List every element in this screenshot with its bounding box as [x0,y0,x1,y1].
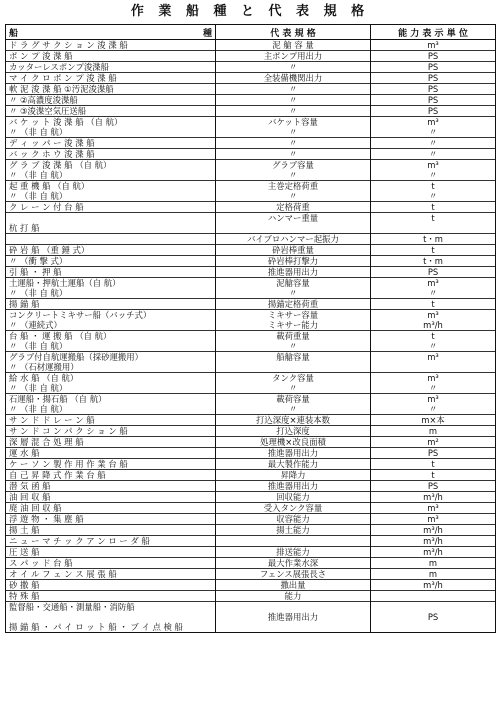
ship-type-cell [6,612,216,622]
capacity-unit-cell: t・m [371,234,496,245]
capacity-unit-cell: m³/h [371,492,496,503]
ship-type-cell: ポ ン プ 浚 渫 船 [6,51,216,62]
ship-type-cell: 〃 （非 自 航） [6,191,216,202]
representative-spec-cell: 〃 [216,149,371,160]
capacity-unit-cell: m³ [371,278,496,289]
capacity-unit-cell: 〃 [371,341,496,352]
ship-type-cell: 石運船・揚石船 （自 航） [6,394,216,405]
capacity-unit-cell: PS [371,95,496,106]
capacity-unit-cell: PS [371,62,496,73]
representative-spec-cell: 砕岩棒打撃力 [216,256,371,267]
representative-spec-cell: 〃 [216,404,371,415]
capacity-unit-cell [371,622,496,633]
ship-type-cell: 〃 ③浚渫空気圧送船 [6,106,216,117]
representative-spec-cell: 撒出量 [216,580,371,591]
table-row [6,525,496,536]
capacity-unit-cell: m×本 [371,415,496,426]
representative-spec-cell: フェンス展張長さ [216,569,371,580]
capacity-unit-cell: PS [371,267,496,278]
capacity-unit-cell: m³ [371,40,496,51]
representative-spec-cell: 全装備機関出力 [216,73,371,84]
ship-type-cell: 〃 （非 自 航） [6,341,216,352]
table-row [6,426,496,437]
capacity-unit-cell: 〃 [371,127,496,138]
representative-spec-cell: 推進器用出力 [216,448,371,459]
table-row [6,591,496,602]
table-row [6,170,496,181]
representative-spec-cell: 載荷容量 [216,394,371,405]
table-row [6,278,496,289]
ship-type-cell: 台 船 ・ 運 搬 船 （自 航） [6,331,216,342]
header-ship-type-right: 種 [202,28,212,39]
representative-spec-cell: ミキサー能力 [216,320,371,331]
representative-spec-cell: 揚土能力 [216,525,371,536]
table-row [6,106,496,117]
capacity-unit-cell: m³/h [371,547,496,558]
header-capacity-unit: 能 力 表 示 単 位 [371,25,496,40]
table-row [6,138,496,149]
capacity-unit-cell: 〃 [371,383,496,394]
table-row [6,127,496,138]
table-row [6,394,496,405]
table-row [6,310,496,321]
capacity-unit-cell: m² [371,437,496,448]
capacity-unit-cell: m³ [371,160,496,171]
table-row [6,320,496,331]
capacity-unit-cell: m³ [371,310,496,321]
ship-type-cell: マ イ ク ロ ポ ン プ 浚 渫 船 [6,73,216,84]
representative-spec-cell: 〃 [216,341,371,352]
table-row [6,256,496,267]
table-row [6,299,496,310]
representative-spec-cell: 〃 [216,84,371,95]
table-row [6,547,496,558]
ship-type-cell: バ ッ ク ホ ウ 浚 渫 船 [6,149,216,160]
ship-type-cell: サ ン ド コ ン パ ク シ ョ ン 船 [6,426,216,437]
representative-spec-cell: 最大製作能力 [216,459,371,470]
ship-type-cell: 砂 撒 船 [6,580,216,591]
table-row [6,580,496,591]
capacity-unit-cell: 〃 [371,288,496,299]
ship-type-cell: 潜 気 函 船 [6,481,216,492]
table-row [6,492,496,503]
ship-type-cell: ニ ュ ー マ チ ッ ク ア ン ロ ー ダ 船 [6,536,216,547]
ship-type-cell: 砕 岩 船 （重 錘 式） [6,245,216,256]
representative-spec-cell: ハンマー重量 [216,213,371,224]
ship-type-cell: 揚 錨 船 ・ パ イ ロ ッ ト 船 ・ ブ イ 点 検 船 [6,622,216,633]
representative-spec-cell: 砕岩棒重量 [216,245,371,256]
table-row [6,470,496,481]
representative-spec-cell: 昇降力 [216,470,371,481]
table-row [6,223,496,234]
representative-spec-cell: 〃 [216,106,371,117]
representative-spec-cell: 収容能力 [216,514,371,525]
header-ship-type [6,25,216,40]
table-row [6,362,496,373]
table-row [6,415,496,426]
table-row [6,84,496,95]
capacity-unit-cell: PS [371,612,496,622]
representative-spec-cell: 〃 [216,170,371,181]
representative-spec-cell: 〃 [216,383,371,394]
table-row [6,503,496,514]
capacity-unit-cell: 〃 [371,404,496,415]
representative-spec-cell: グラブ容量 [216,160,371,171]
representative-spec-cell: 推進器用出力 [216,612,371,622]
ship-type-cell: 深 層 混 合 処 理 船 [6,437,216,448]
ship-type-cell: オ イ ル フ ェ ン ス 展 張 船 [6,569,216,580]
ship-type-cell: 油 回 収 船 [6,492,216,503]
ship-type-cell: 土運船・押航土運船（自 航） [6,278,216,289]
ship-type-cell: 給 水 船 （自 航） [6,373,216,384]
header-representative-spec: 代 表 規 格 [216,25,371,40]
capacity-unit-cell: t・m [371,256,496,267]
table-row [6,117,496,128]
capacity-unit-cell: t [371,299,496,310]
table-row [6,536,496,547]
representative-spec-cell: 打込深度×連装本数 [216,415,371,426]
table-body [6,40,496,633]
representative-spec-cell: 〃 [216,127,371,138]
representative-spec-cell: 能力 [216,591,371,602]
ship-type-cell: カッターレスポンプ浚渫船 [6,62,216,73]
representative-spec-cell: バイブロハンマー起振力 [216,234,371,245]
table-row [6,383,496,394]
table-row [6,481,496,492]
ship-type-cell: 〃 （連続式） [6,320,216,331]
ship-type-cell: 〃 （非 自 航） [6,404,216,415]
table-row [6,213,496,224]
table-row [6,373,496,384]
capacity-unit-cell: PS [371,448,496,459]
representative-spec-cell: 主ポンプ用出力 [216,51,371,62]
table-row [6,149,496,160]
capacity-unit-cell: t [371,331,496,342]
ship-type-cell: 起 重 機 船 （自 航） [6,181,216,192]
ship-type-cell: 〃 （非 自 航） [6,383,216,394]
representative-spec-cell: 定格荷重 [216,202,371,213]
capacity-unit-cell: m [371,569,496,580]
document-title: 作 業 船 種 と 代 表 規 格 [130,4,370,19]
representative-spec-cell: 〃 [216,138,371,149]
capacity-unit-cell: t [371,202,496,213]
ship-type-cell: 揚 錨 船 [6,299,216,310]
representative-spec-cell: 船艙容量 [216,352,371,363]
capacity-unit-cell: m³ [371,373,496,384]
ship-type-cell: 廃 油 回 収 船 [6,503,216,514]
representative-spec-cell: 排送能力 [216,547,371,558]
ship-type-cell: バ ケ ッ ト 浚 渫 船 （自 航） [6,117,216,128]
representative-spec-cell [216,602,371,613]
ship-type-cell: デ ィ ッ パ ー 浚 渫 船 [6,138,216,149]
capacity-unit-cell: m [371,426,496,437]
ship-type-cell: 〃 ②高濃度浚渫船 [6,95,216,106]
representative-spec-cell: 〃 [216,288,371,299]
capacity-unit-cell: t [371,459,496,470]
capacity-unit-cell: 〃 [371,191,496,202]
capacity-unit-cell: m³/h [371,525,496,536]
table-row [6,40,496,51]
ship-type-cell: 浮 遊 物 ・ 集 塵 船 [6,514,216,525]
ship-type-cell: 監督船・交通船・測量船・消防船 [6,602,216,613]
table-row [6,622,496,633]
table-row [6,404,496,415]
representative-spec-cell: 泥 艙 容 量 [216,40,371,51]
ship-type-cell: ケ ー ソ ン 製 作 用 作 業 台 船 [6,459,216,470]
table-row [6,62,496,73]
capacity-unit-cell [371,602,496,613]
capacity-unit-cell: m³ [371,503,496,514]
table-row [6,181,496,192]
ship-type-cell: 軟 泥 浚 渫 船 ①汚泥浚渫船 [6,84,216,95]
capacity-unit-cell: PS [371,481,496,492]
representative-spec-cell: 受入タンク容量 [216,503,371,514]
representative-spec-cell: 〃 [216,95,371,106]
capacity-unit-cell: PS [371,73,496,84]
ship-type-cell: 引 船 ・ 押 船 [6,267,216,278]
table-row [6,514,496,525]
capacity-unit-cell: m³ [371,394,496,405]
representative-spec-cell: 揚錨定格荷重 [216,299,371,310]
capacity-unit-cell: t [371,245,496,256]
ship-type-cell: グラブ付自航運搬船（採砂運搬用） [6,352,216,363]
representative-spec-cell: 載荷重量 [216,331,371,342]
table-row [6,234,496,245]
ship-type-cell: ス パ ッ ド 台 船 [6,558,216,569]
ship-type-cell: グ ラ ブ 浚 渫 船 （自 航） [6,160,216,171]
header-ship-type-left: 船 [9,28,19,39]
capacity-unit-cell: m³ [371,514,496,525]
table-row [6,558,496,569]
ship-type-cell: 運 水 船 [6,448,216,459]
representative-spec-cell: 〃 [216,62,371,73]
capacity-unit-cell: m³/h [371,320,496,331]
capacity-unit-cell: m³ [371,352,496,363]
table-row [6,612,496,622]
ship-spec-table [5,24,496,633]
table-row [6,331,496,342]
capacity-unit-cell [371,223,496,234]
representative-spec-cell: タンク容量 [216,373,371,384]
ship-type-cell: 〃 （石材運搬用） [6,362,216,373]
ship-type-cell [6,234,216,245]
table-row [6,459,496,470]
capacity-unit-cell: 〃 [371,149,496,160]
representative-spec-cell: 推進器用出力 [216,481,371,492]
table-row [6,288,496,299]
representative-spec-cell [216,536,371,547]
table-row [6,437,496,448]
capacity-unit-cell [371,362,496,373]
table-header-row [6,25,496,40]
table-row [6,245,496,256]
capacity-unit-cell: PS [371,51,496,62]
ship-type-cell: 自 己 昇 降 式 作 業 台 船 [6,470,216,481]
table-row [6,202,496,213]
capacity-unit-cell [371,591,496,602]
table-row [6,51,496,62]
table-row [6,602,496,613]
ship-type-cell [6,213,216,224]
representative-spec-cell [216,223,371,234]
ship-type-cell: 特 殊 船 [6,591,216,602]
capacity-unit-cell: m [371,558,496,569]
ship-type-cell: 杭 打 船 [6,223,216,234]
capacity-unit-cell: PS [371,106,496,117]
ship-type-cell: 揚 土 船 [6,525,216,536]
capacity-unit-cell: PS [371,84,496,95]
capacity-unit-cell: m³/h [371,536,496,547]
table-row [6,352,496,363]
capacity-unit-cell: t [371,213,496,224]
ship-type-cell: 〃 （非 自 航） [6,170,216,181]
ship-type-cell: ド ラ グ サ ク シ ョ ン 浚 渫 船 [6,40,216,51]
ship-type-cell: ク レ ー ン 付 台 船 [6,202,216,213]
representative-spec-cell: 〃 [216,191,371,202]
table-row [6,267,496,278]
capacity-unit-cell: t [371,470,496,481]
table-row [6,569,496,580]
representative-spec-cell: 最大作業水深 [216,558,371,569]
capacity-unit-cell: m³ [371,117,496,128]
capacity-unit-cell: 〃 [371,170,496,181]
capacity-unit-cell: t [371,181,496,192]
representative-spec-cell: 回収能力 [216,492,371,503]
table-row [6,95,496,106]
representative-spec-cell: 処理機×改良面積 [216,437,371,448]
ship-type-cell: 〃 （非 自 航） [6,288,216,299]
capacity-unit-cell: 〃 [371,138,496,149]
ship-type-cell: サ ン ド ド レ ー ン 船 [6,415,216,426]
table-row [6,448,496,459]
ship-type-cell: 〃 （衝 撃 式） [6,256,216,267]
representative-spec-cell [216,622,371,633]
table-row [6,160,496,171]
ship-type-cell: コンクリートミキサー船（バッチ式） [6,310,216,321]
representative-spec-cell [216,362,371,373]
capacity-unit-cell: m³/h [371,580,496,591]
table-row [6,73,496,84]
representative-spec-cell: 主巻定格荷重 [216,181,371,192]
representative-spec-cell: 推進器用出力 [216,267,371,278]
table-row [6,191,496,202]
representative-spec-cell: 泥艙容量 [216,278,371,289]
representative-spec-cell: バケット容量 [216,117,371,128]
ship-type-cell: 圧 送 船 [6,547,216,558]
ship-type-cell: 〃 （非 自 航） [6,127,216,138]
representative-spec-cell: 打込深度 [216,426,371,437]
table-row [6,341,496,352]
representative-spec-cell: ミキサー容量 [216,310,371,321]
